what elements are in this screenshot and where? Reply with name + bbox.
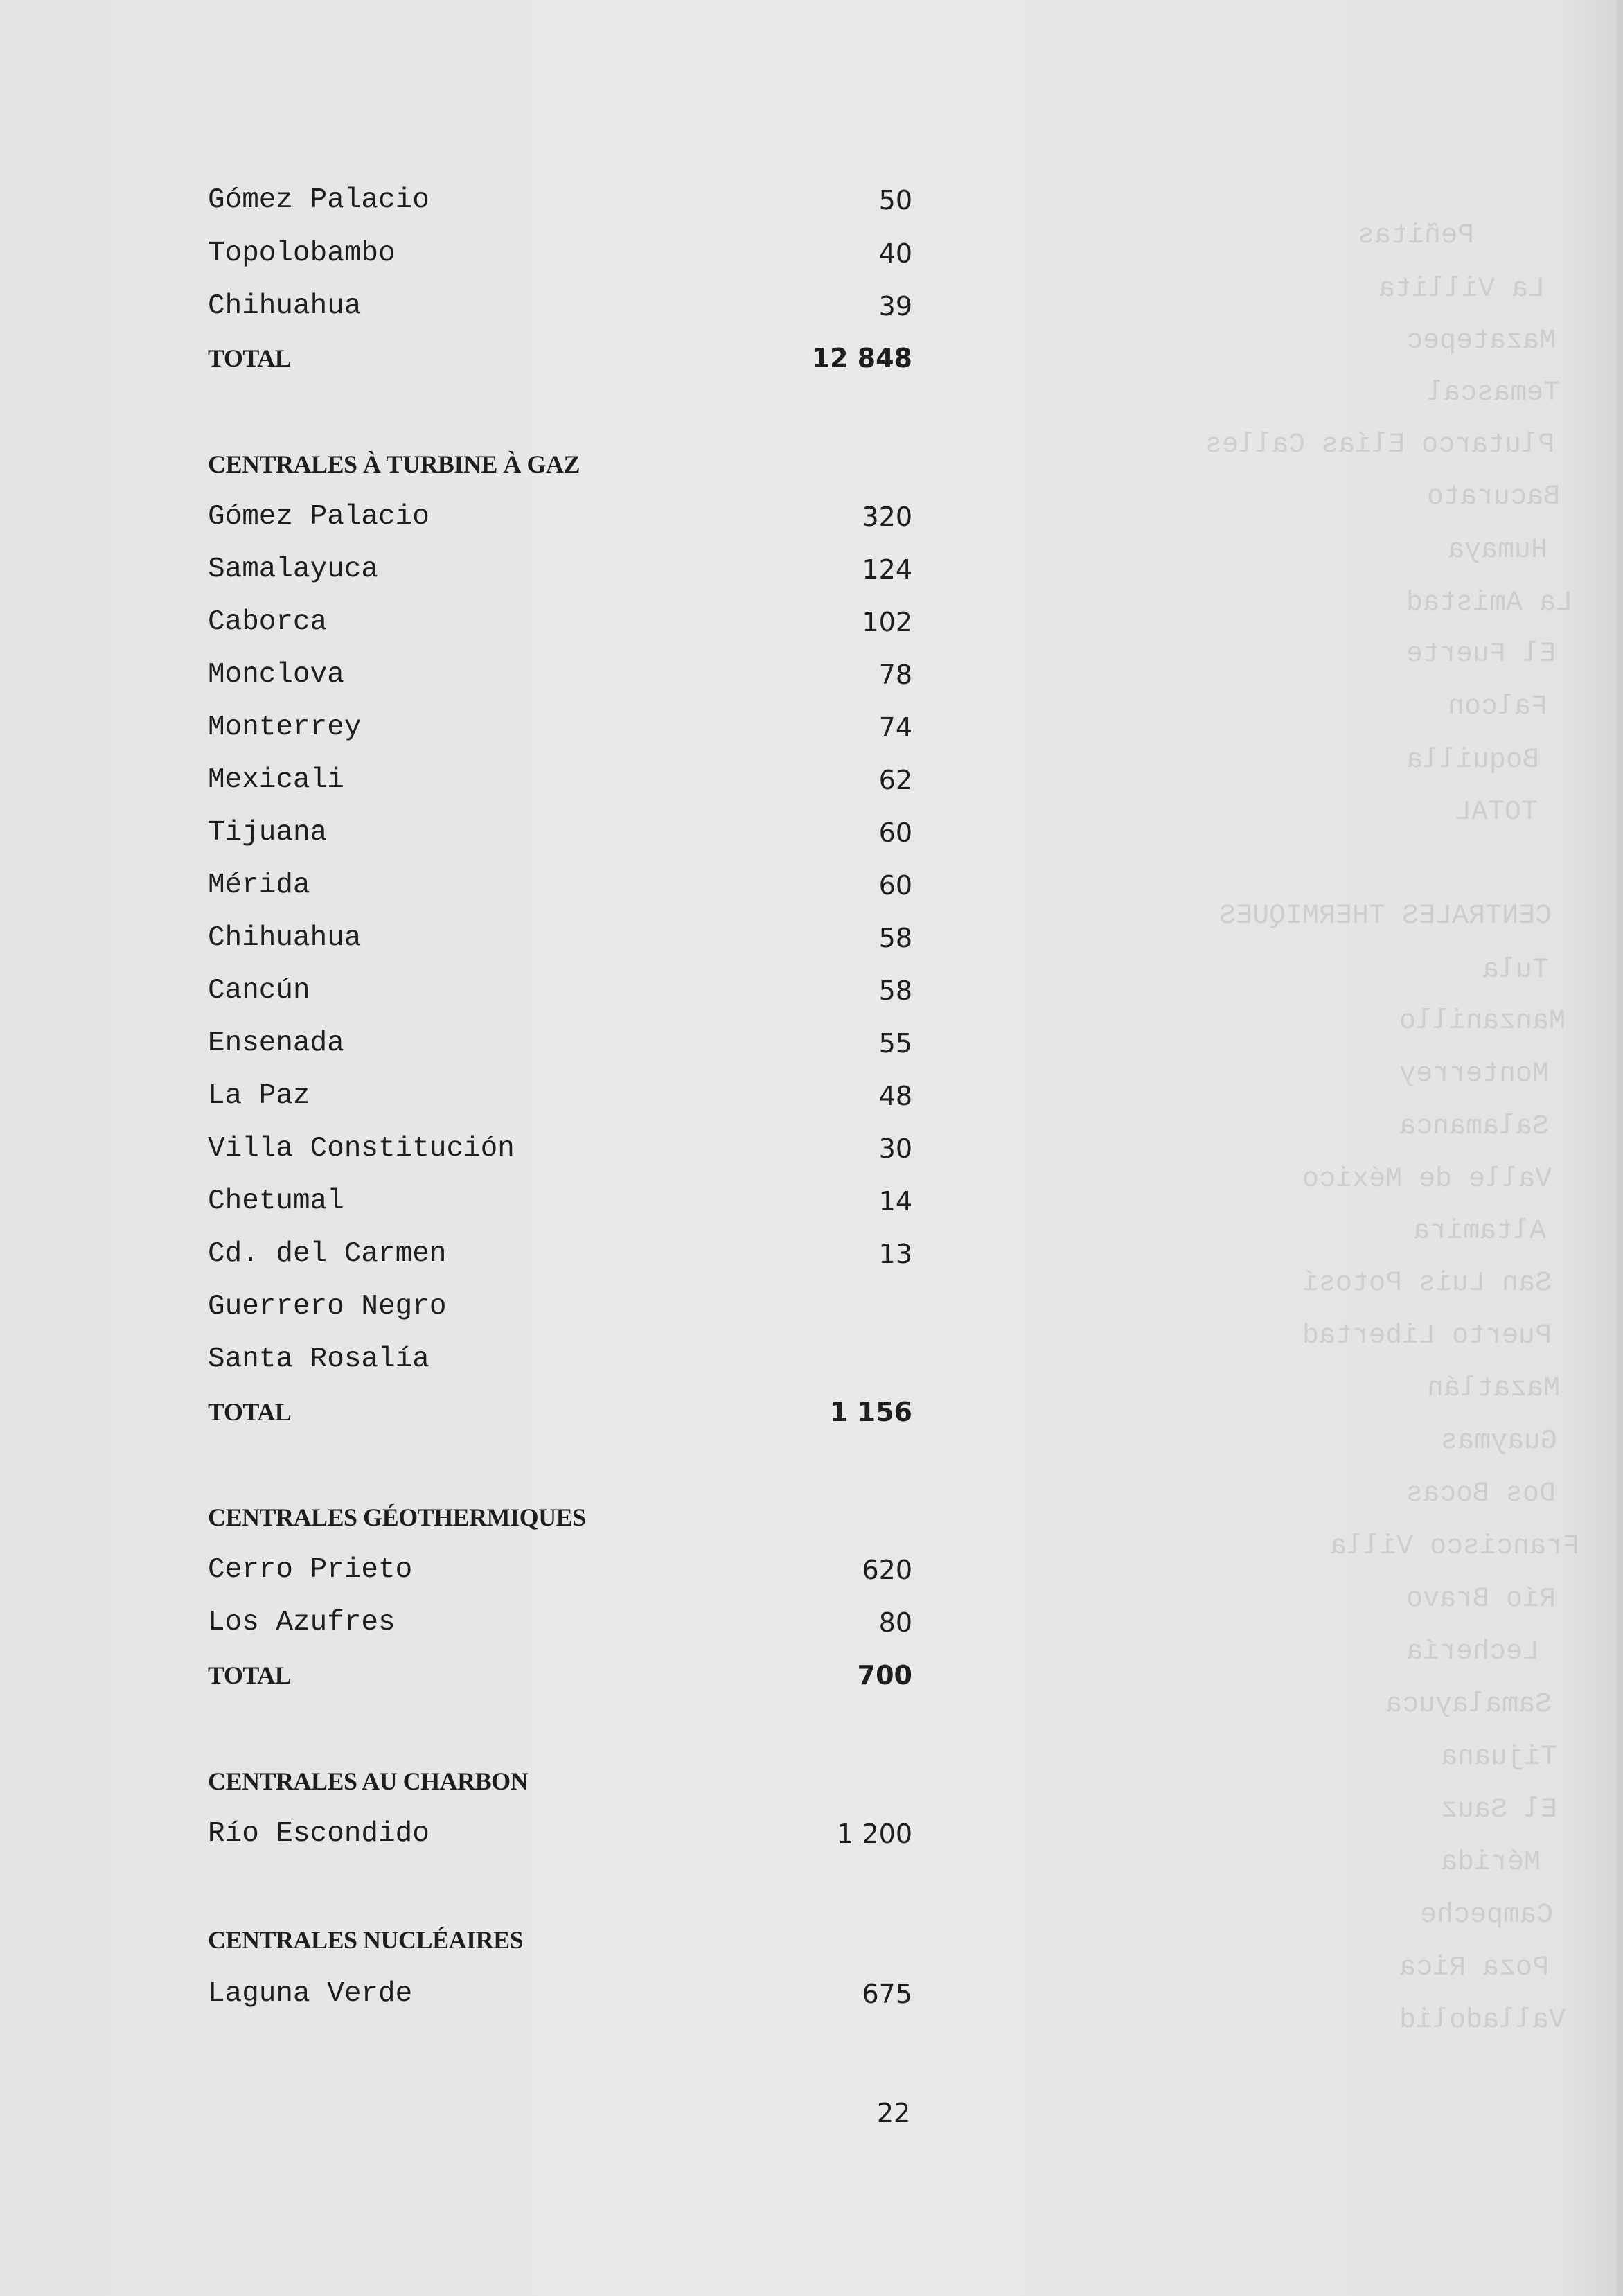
list-item xyxy=(0,285,1623,327)
plant-capacity: 50 xyxy=(878,185,912,215)
plant-name: Gómez Palacio xyxy=(208,501,429,533)
plant-name: La Paz xyxy=(208,1080,310,1112)
plant-capacity: 58 xyxy=(878,923,912,953)
plant-capacity: 60 xyxy=(878,818,912,848)
total-label: TOTAL xyxy=(208,1661,292,1689)
list-item xyxy=(0,759,1623,801)
plant-capacity: 58 xyxy=(878,975,912,1006)
plant-capacity: 40 xyxy=(878,238,912,269)
plant-capacity: 620 xyxy=(862,1555,912,1585)
total-value: 700 xyxy=(857,1660,912,1690)
plant-name: Río Escondido xyxy=(208,1818,429,1850)
plant-name: Caborca xyxy=(208,606,328,638)
plant-capacity: 124 xyxy=(862,554,912,585)
plant-capacity: 80 xyxy=(878,1607,912,1638)
list-item xyxy=(0,1973,1623,2015)
plant-name: Chihuahua xyxy=(208,922,362,954)
plant-name: Los Azufres xyxy=(208,1607,396,1639)
list-item xyxy=(0,1339,1623,1380)
list-item xyxy=(0,865,1623,906)
plant-capacity: 55 xyxy=(878,1028,912,1059)
plant-capacity: 320 xyxy=(862,502,912,532)
list-item xyxy=(0,917,1623,959)
total-row xyxy=(0,1391,1623,1433)
list-item xyxy=(0,1233,1623,1275)
plant-capacity: 30 xyxy=(878,1133,912,1164)
plant-name: Chetumal xyxy=(208,1185,344,1217)
list-item xyxy=(0,179,1623,221)
plant-name: Gómez Palacio xyxy=(208,184,429,216)
plant-capacity: 48 xyxy=(878,1081,912,1111)
plant-name: Ensenada xyxy=(208,1027,344,1059)
plant-name: Monterrey xyxy=(208,712,362,743)
plant-name: Cancún xyxy=(208,975,310,1007)
plant-name: Guerrero Negro xyxy=(208,1291,447,1323)
page-number: 22 xyxy=(876,2098,911,2128)
plant-capacity: 102 xyxy=(862,607,912,637)
plant-capacity: 74 xyxy=(878,712,912,743)
list-item xyxy=(0,601,1623,643)
total-row xyxy=(0,1654,1623,1696)
list-item xyxy=(0,1549,1623,1591)
list-item xyxy=(0,1023,1623,1064)
list-item xyxy=(0,1813,1623,1855)
plant-name: Cd. del Carmen xyxy=(208,1238,447,1270)
plant-name: Santa Rosalía xyxy=(208,1343,429,1375)
plant-capacity: 14 xyxy=(878,1186,912,1217)
plant-capacity: 60 xyxy=(878,870,912,901)
total-row xyxy=(0,337,1623,379)
plant-capacity: 1 200 xyxy=(837,1819,912,1849)
list-item xyxy=(0,812,1623,854)
plant-capacity: 675 xyxy=(862,1979,912,2009)
total-value: 12 848 xyxy=(811,343,912,373)
section-heading: CENTRALES AU CHARBON xyxy=(208,1767,529,1795)
list-item xyxy=(0,1602,1623,1643)
list-item xyxy=(0,707,1623,748)
plant-name: Laguna Verde xyxy=(208,1978,413,2010)
list-item xyxy=(0,496,1623,538)
plant-name: Monclova xyxy=(208,659,344,691)
total-label: TOTAL xyxy=(208,1398,292,1426)
plant-capacity: 62 xyxy=(878,765,912,795)
list-item xyxy=(0,233,1623,274)
section-heading: CENTRALES À TURBINE À GAZ xyxy=(208,450,580,478)
plant-name: Tijuana xyxy=(208,817,328,849)
plant-name: Cerro Prieto xyxy=(208,1554,413,1586)
plant-capacity: 13 xyxy=(878,1239,912,1269)
list-item xyxy=(0,970,1623,1012)
plant-name: Samalayuca xyxy=(208,554,379,585)
list-item xyxy=(0,1128,1623,1169)
section-heading: CENTRALES GÉOTHERMIQUES xyxy=(208,1503,586,1531)
plant-capacity: 39 xyxy=(878,291,912,321)
section-heading: CENTRALES NUCLÉAIRES xyxy=(208,1926,524,1954)
plant-name: Mexicali xyxy=(208,764,344,796)
list-item xyxy=(0,1181,1623,1222)
list-item xyxy=(0,1286,1623,1327)
total-label: TOTAL xyxy=(208,344,292,372)
plant-name: Chihuahua xyxy=(208,290,362,322)
plant-capacity: 78 xyxy=(878,660,912,690)
list-item xyxy=(0,549,1623,590)
plant-name: Topolobambo xyxy=(208,238,396,270)
list-item xyxy=(0,654,1623,696)
total-value: 1 156 xyxy=(830,1397,912,1427)
plant-name: Mérida xyxy=(208,869,310,901)
plant-name: Villa Constitución xyxy=(208,1133,515,1165)
list-item xyxy=(0,1075,1623,1117)
